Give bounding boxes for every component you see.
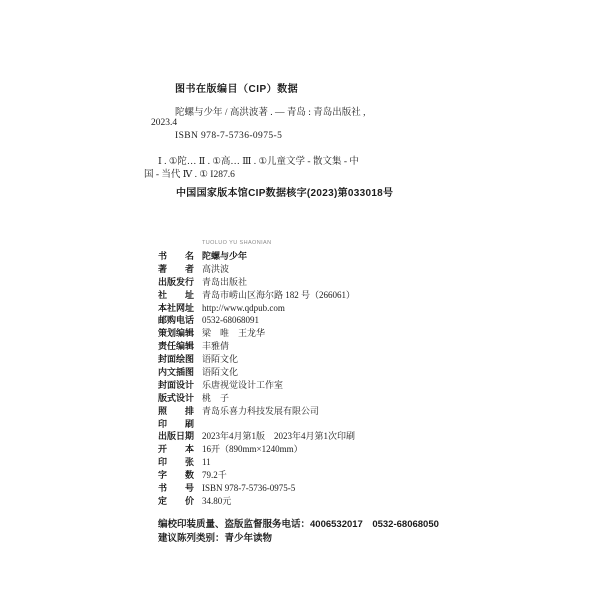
row-value: ISBN 978-7-5736-0975-5 [202,483,296,494]
info-rows [158,249,488,507]
table-row [158,455,488,468]
cip-title: 图书在版编目（CIP）数据 [175,84,299,95]
table-row [158,339,488,352]
cip-entry-line-2: 2023.4 [151,118,178,128]
row-label: 出版发行 [158,276,195,287]
row-value: 梁 唯 王龙华 [202,328,266,339]
table-row [158,275,488,288]
row-label: 封面设计 [158,379,195,390]
row-value: 2023年4月第1版 2023年4月第1次印刷 [202,431,356,442]
row-value: 79.2千 [202,470,227,481]
row-label: 定 价 [158,495,195,506]
row-value: 陀螺与少年 [202,251,248,261]
row-label: 策划编辑 [158,328,195,339]
cip-entry-line-1: 陀螺与少年 / 高洪波著 . — 青岛 : 青岛出版社 , [175,108,366,118]
table-row [158,249,488,262]
table-row [158,326,488,339]
table-row [158,417,488,430]
row-label: 邮购电话 [158,315,195,326]
cip-class-line-1: Ⅰ . ①陀… Ⅱ . ①高… Ⅲ . ①儿童文学 - 散文集 - 中 [158,157,359,167]
row-value: 青岛乐喜力科技发展有限公司 [202,405,320,416]
title-pinyin: TUOLUO YU SHAONIAN [202,240,272,246]
table-row [158,288,488,301]
row-label: 印 张 [158,457,195,468]
row-value: 11 [202,457,211,468]
row-label: 内文插图 [158,367,195,378]
row-value: 青岛市崂山区海尔路 182 号（266061） [202,289,356,300]
row-label: 责任编辑 [158,341,195,352]
row-label: 社 址 [158,289,195,300]
cip-registry-line: 中国国家版本馆CIP数据核字(2023)第033018号 [176,188,394,199]
table-row [158,365,488,378]
table-row [158,352,488,365]
table-row [158,378,488,391]
row-value: 青岛出版社 [202,276,248,287]
cip-isbn-line: ISBN 978-7-5736-0975-5 [175,131,283,141]
table-row [158,313,488,326]
row-value: 丰雅倩 [202,341,230,352]
info-table [158,240,488,507]
row-label: 著 者 [158,263,195,274]
row-label: 封面绘图 [158,354,195,365]
row-value: http://www.qdpub.com [202,302,285,313]
table-row [158,301,488,314]
row-label: 出版日期 [158,431,195,442]
row-value: 0532-68068091 [202,315,259,326]
quality-supervision-line: 编校印装质量、盗版监督服务电话：4006532017 0532-68068050 [158,519,439,530]
table-row [158,391,488,404]
row-value: 高洪波 [202,263,230,274]
table-row [158,429,488,442]
row-value: 34.80元 [202,495,232,506]
row-label: 开 本 [158,444,195,455]
row-value: 乐唐视觉设计工作室 [202,379,284,390]
table-row [158,404,488,417]
table-row [158,468,488,481]
table-row [158,442,488,455]
row-value: 16开（890mm×1240mm） [202,444,303,455]
shelf-category-line: 建议陈列类别：青少年读物 [158,533,273,544]
row-label: 书 名 [158,251,195,261]
row-label: 照 排 [158,405,195,416]
row-label: 字 数 [158,470,195,481]
row-value: 语陌文化 [202,367,239,378]
row-label: 版式设计 [158,392,195,403]
row-value: 语陌文化 [202,354,239,365]
row-label: 本社网址 [158,302,195,313]
row-label: 书 号 [158,483,195,494]
table-row [158,494,488,507]
cip-class-line-2: 国 - 当代 Ⅳ . ① I287.6 [144,170,235,180]
row-value: 桃 子 [202,392,230,403]
row-label: 印 刷 [158,418,195,429]
table-row [158,262,488,275]
table-row [158,481,488,494]
